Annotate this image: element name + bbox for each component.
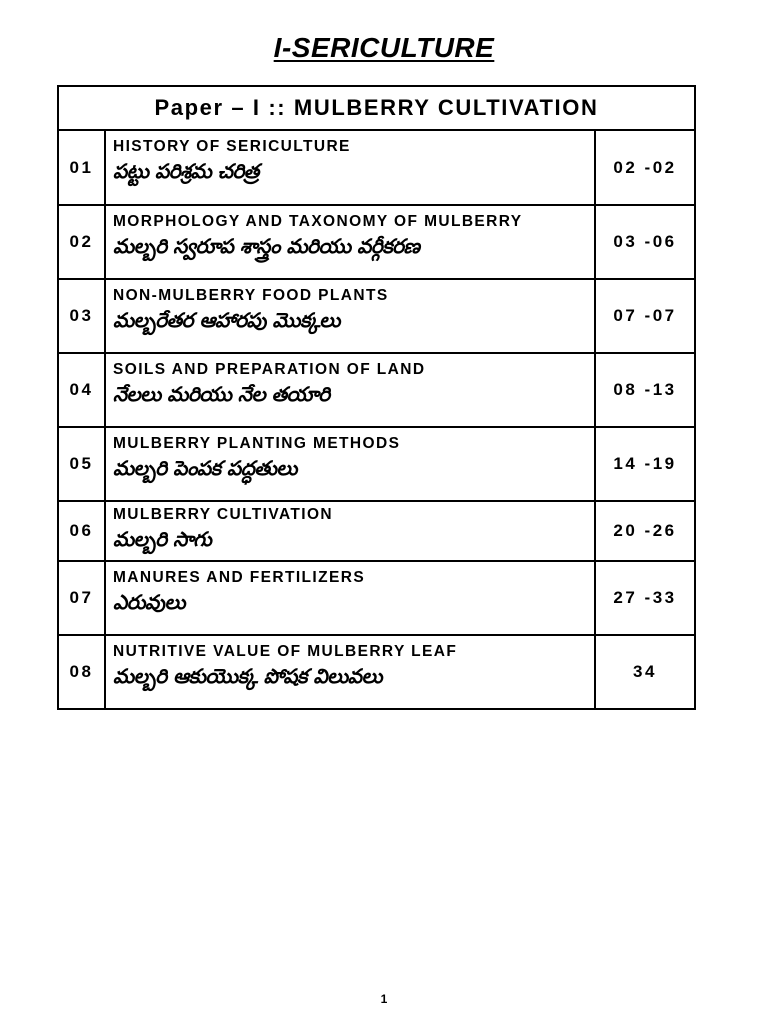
chapter-number: 07 [58, 561, 105, 635]
chapter-title-telugu: నేలలు మరియు నేల తయారి [113, 382, 330, 406]
chapter-number: 04 [58, 353, 105, 427]
chapter-number: 05 [58, 427, 105, 501]
chapter-pages: 27 -33 [595, 561, 695, 635]
chapter-topic [105, 279, 595, 353]
chapter-pages: 20 -26 [595, 501, 695, 561]
table-row [58, 427, 695, 501]
chapter-number: 06 [58, 501, 105, 561]
chapter-title-english: SOILS AND PREPARATION OF LAND [113, 361, 426, 378]
chapter-title-english: MULBERRY PLANTING METHODS [113, 435, 401, 452]
page-number: 1 [380, 992, 388, 1006]
chapter-title-telugu: మల్బరి పెంపక పద్ధతులు [113, 456, 297, 480]
table-row [58, 561, 695, 635]
chapter-number: 02 [58, 205, 105, 279]
table-row [58, 130, 695, 205]
chapter-pages: 08 -13 [595, 353, 695, 427]
chapter-number: 08 [58, 635, 105, 709]
paper-heading: Paper – I :: MULBERRY CULTIVATION [58, 86, 695, 130]
paper-heading-row [58, 86, 695, 130]
chapter-title-english: NUTRITIVE VALUE OF MULBERRY LEAF [113, 643, 458, 660]
chapter-title-telugu: మల్బరేతర ఆహారపు మొక్కలు [113, 308, 340, 332]
table-row [58, 353, 695, 427]
chapter-pages: 14 -19 [595, 427, 695, 501]
chapter-pages: 34 [595, 635, 695, 709]
chapter-title-telugu: ఎరువులు [113, 590, 186, 614]
chapter-title-english: MORPHOLOGY AND TAXONOMY OF MULBERRY [113, 213, 523, 230]
chapter-topic [105, 205, 595, 279]
chapter-title-english: MULBERRY CULTIVATION [113, 506, 334, 523]
chapter-topic [105, 427, 595, 501]
table-row [58, 279, 695, 353]
chapter-topic [105, 635, 595, 709]
chapter-topic [105, 501, 595, 561]
chapter-number: 03 [58, 279, 105, 353]
chapter-topic [105, 130, 595, 205]
chapter-title-english: HISTORY OF SERICULTURE [113, 138, 351, 155]
chapter-title-telugu: పట్టు పరిశ్రమ చరిత్ర [113, 159, 259, 183]
document-title: I-SERICULTURE [273, 32, 495, 63]
chapter-topic [105, 353, 595, 427]
chapter-title-telugu: మల్బరి ఆకుయొక్క పోషక విలువలు [113, 664, 383, 688]
table-row [58, 501, 695, 561]
chapter-topic [105, 561, 595, 635]
chapter-title-telugu: మల్బరి సాగు [113, 527, 212, 551]
chapter-title-telugu: మల్బరి స్వరూప శాస్త్రం మరియు వర్గీకరణ [113, 234, 420, 258]
chapter-pages: 03 -06 [595, 205, 695, 279]
chapter-pages: 02 -02 [595, 130, 695, 205]
table-row [58, 205, 695, 279]
chapter-title-english: MANURES AND FERTILIZERS [113, 569, 366, 586]
chapter-title-english: NON-MULBERRY FOOD PLANTS [113, 287, 389, 304]
table-row [58, 635, 695, 709]
chapter-pages: 07 -07 [595, 279, 695, 353]
contents-table [57, 85, 696, 710]
chapter-number: 01 [58, 130, 105, 205]
